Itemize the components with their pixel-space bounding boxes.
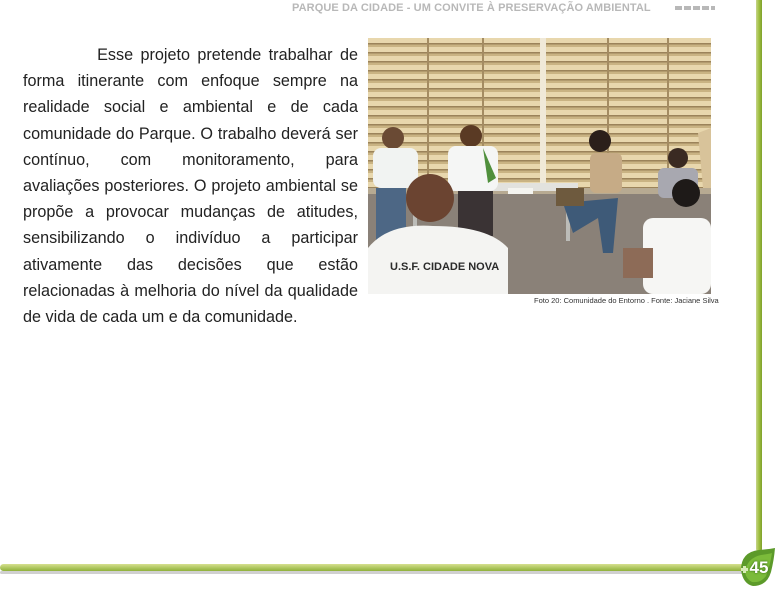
bottom-border-line	[0, 564, 745, 571]
right-border-line	[756, 0, 762, 552]
page-number: 45	[749, 558, 769, 577]
photo-caption: Foto 20: Comunidade do Entorno . Fonte: Jaciane Silva	[534, 296, 719, 305]
body-paragraph	[23, 42, 358, 330]
bottom-border-shadow	[0, 571, 745, 574]
header-decoration	[675, 6, 715, 10]
body-paragraph-text: Esse projeto pretende trabalhar de forma itinerante com enfoque sempre na realidade social e ambiental e de cada comunidade do Parque. O trabalho deverá ser contínuo, com monitoramento, para avaliações posteriores. O projeto ambiental se propõe a provocar mudanças de atitudes, sensibilizando o indivíduo a participar ativamente das decisões que estão relacionadas à melhoria do nível da qualidade de vida de cada um e da comunidade.	[23, 46, 358, 327]
running-header: PARQUE DA CIDADE - UM CONVITE À PRESERVAÇÃO AMBIENTAL	[292, 2, 651, 14]
community-meeting-photo	[368, 38, 711, 294]
shirt-text: U.S.F. CIDADE NOVA	[390, 261, 500, 273]
